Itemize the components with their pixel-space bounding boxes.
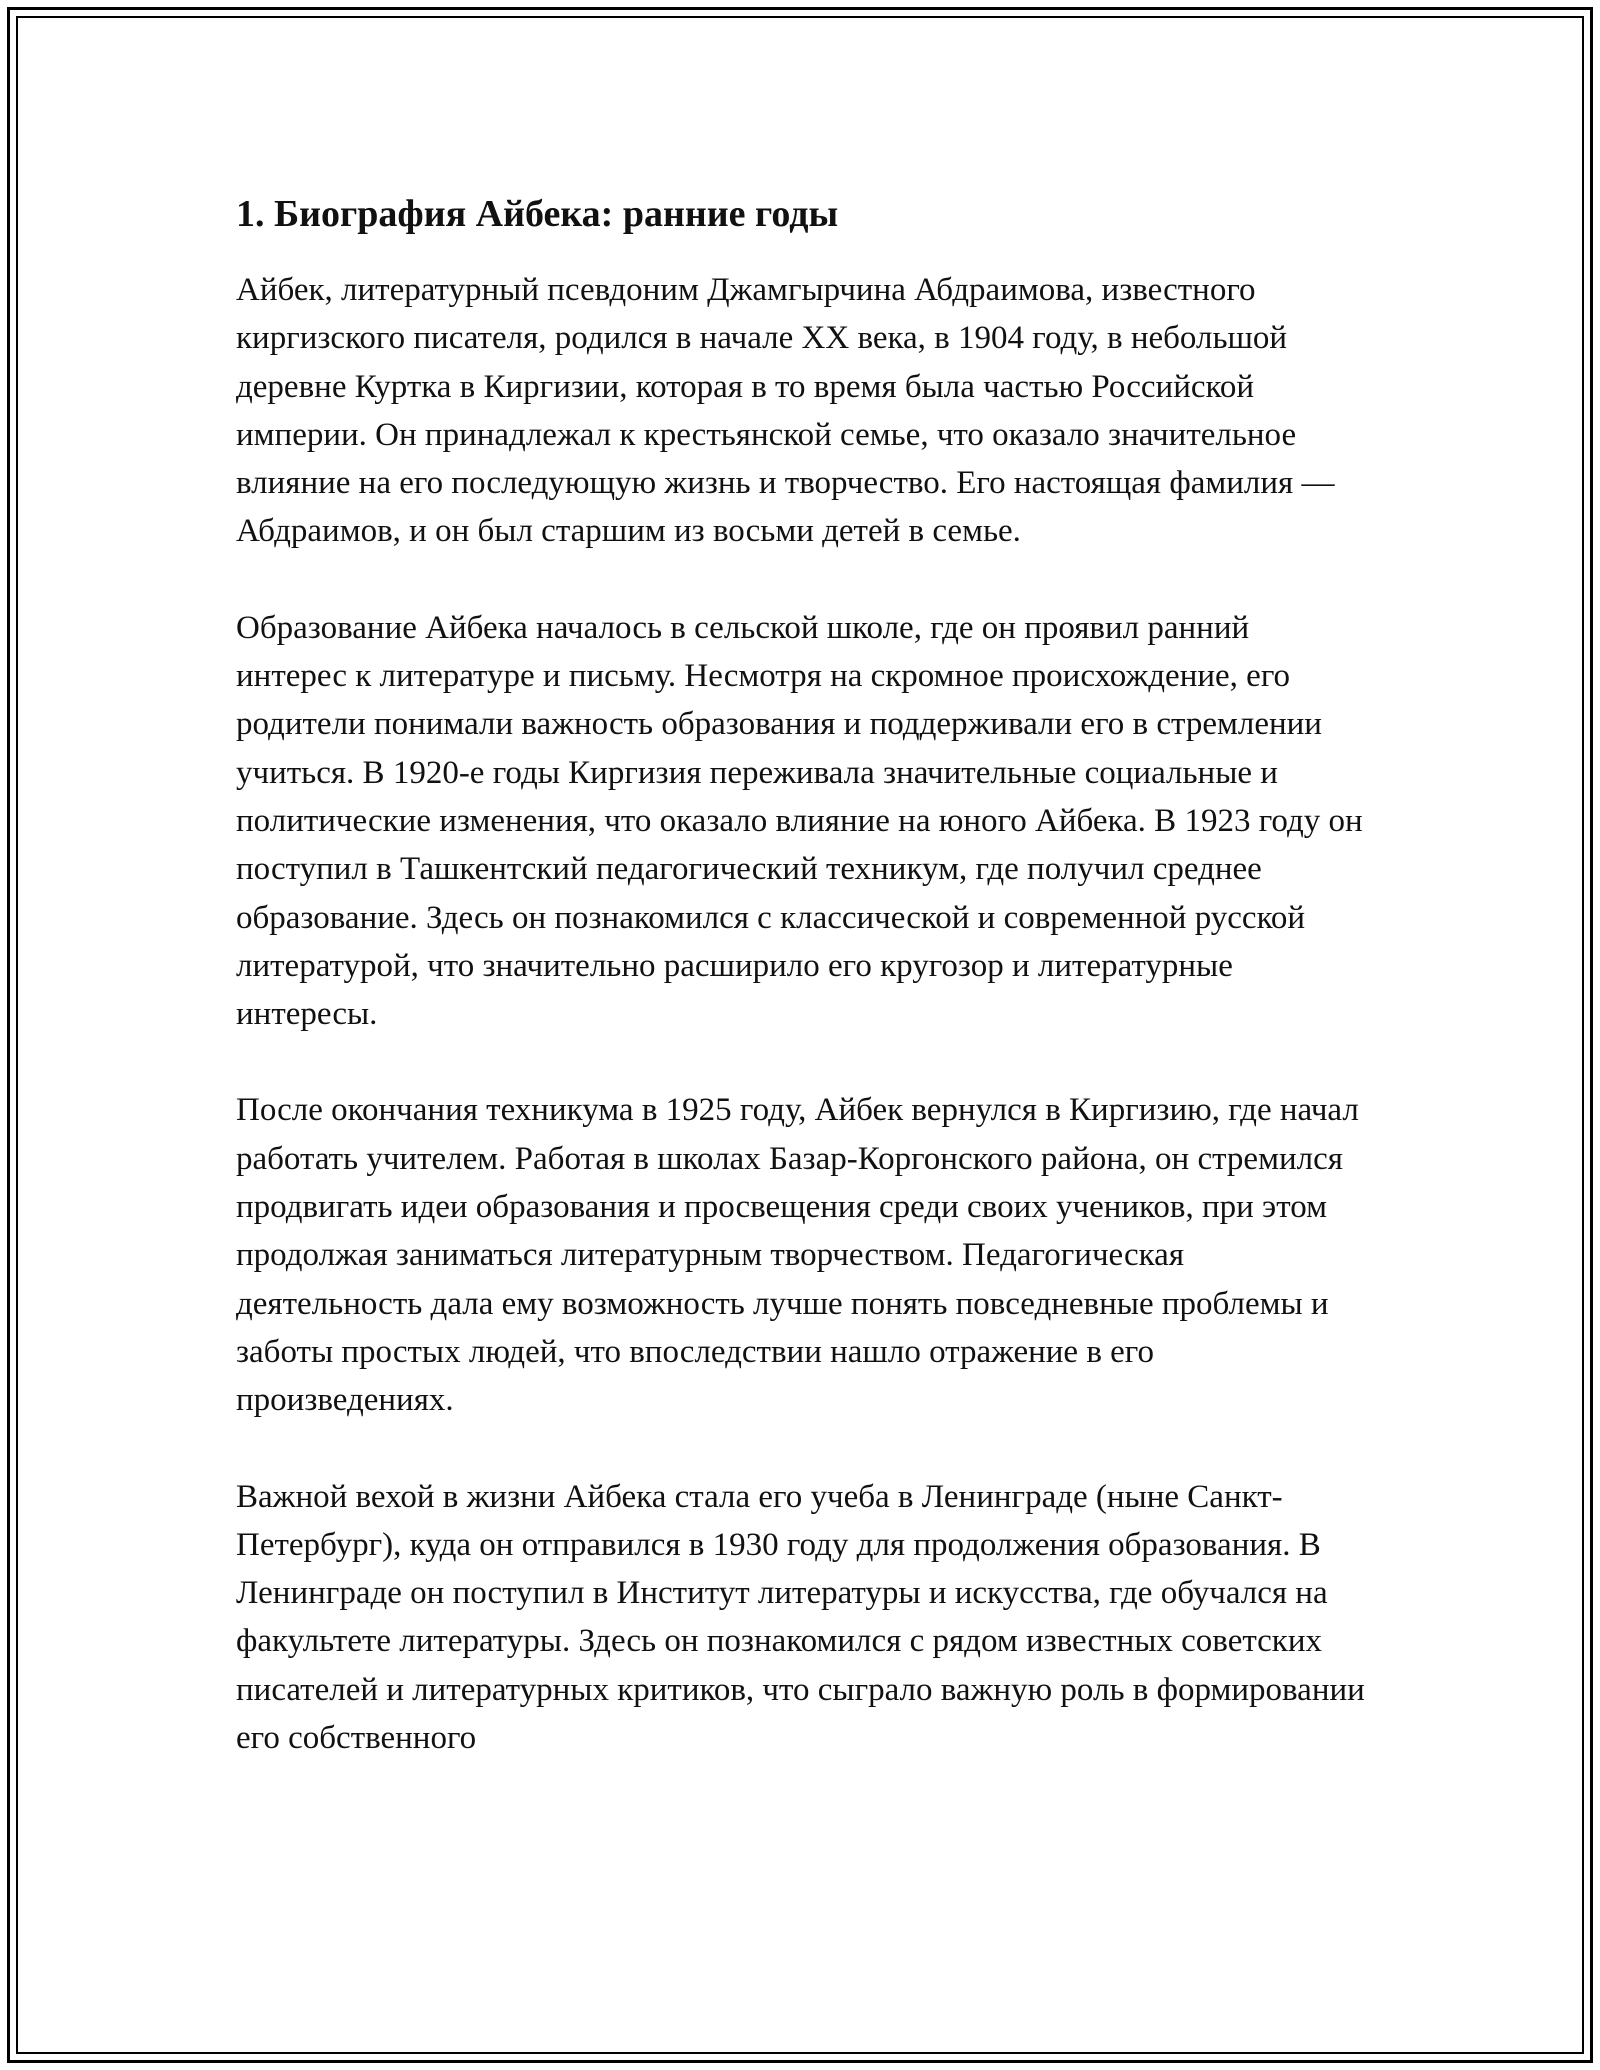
section-title: 1. Биография Айбека: ранние годы <box>236 193 839 235</box>
paragraph-teaching: После окончания техникума в 1925 году, Айбек вернулся в Киргизию, где начал работать учителем. Работая в школах Базар-Коргонского района, он стремился продвигать идеи образования и просвещения среди своих учеников, при этом продолжая заниматься литературным творчеством. Педагогическая деятельность дала ему возможность лучше понять повседневные проблемы и заботы простых людей, что впоследствии нашло отражение в его произведениях. <box>236 1092 1359 1419</box>
document-body <box>236 188 1366 1810</box>
paragraph-early-life: Айбек, литературный псевдоним Джамгырчина Абдраимова, известного киргизского писателя, родился в начале XX века, в 1904 году, в небольшой деревне Куртка в Киргизии, которая в то время была частью Российской империи. Он принадлежал к крестьянской семье, что оказало значительное влияние на его последующую жизнь и творчество. Его настоящая фамилия — Абдраимов, и он был старшим из восьми детей в семье. <box>236 272 1335 550</box>
paragraph-education: Образование Айбека началось в сельской школе, где он проявил ранний интерес к литературе и письму. Несмотря на скромное происхождение, его родители понимали важность образования и поддерживали его в стремлении учиться. В 1920-е годы Киргизия переживала значительные социальные и политические изменения, что оказало влияние на юного Айбека. В 1923 году он поступил в Ташкентский педагогический техникум, где получил среднее образование. Здесь он познакомился с классической и современной русской литературой, что значительно расширило его кругозор и литературные интересы. <box>236 609 1363 1033</box>
paragraph-leningrad: Важной вехой в жизни Айбека стала его учеба в Ленинграде (ныне Санкт-Петербург), куда он отправился в 1930 году для продолжения образования. В Ленинграде он поступил в Институт литературы и искусства, где обучался на факультете литературы. Здесь он познакомился с рядом известных советских писателей и литературных критиков, что сыграло важную роль в формировании его собственного <box>236 1478 1365 1757</box>
